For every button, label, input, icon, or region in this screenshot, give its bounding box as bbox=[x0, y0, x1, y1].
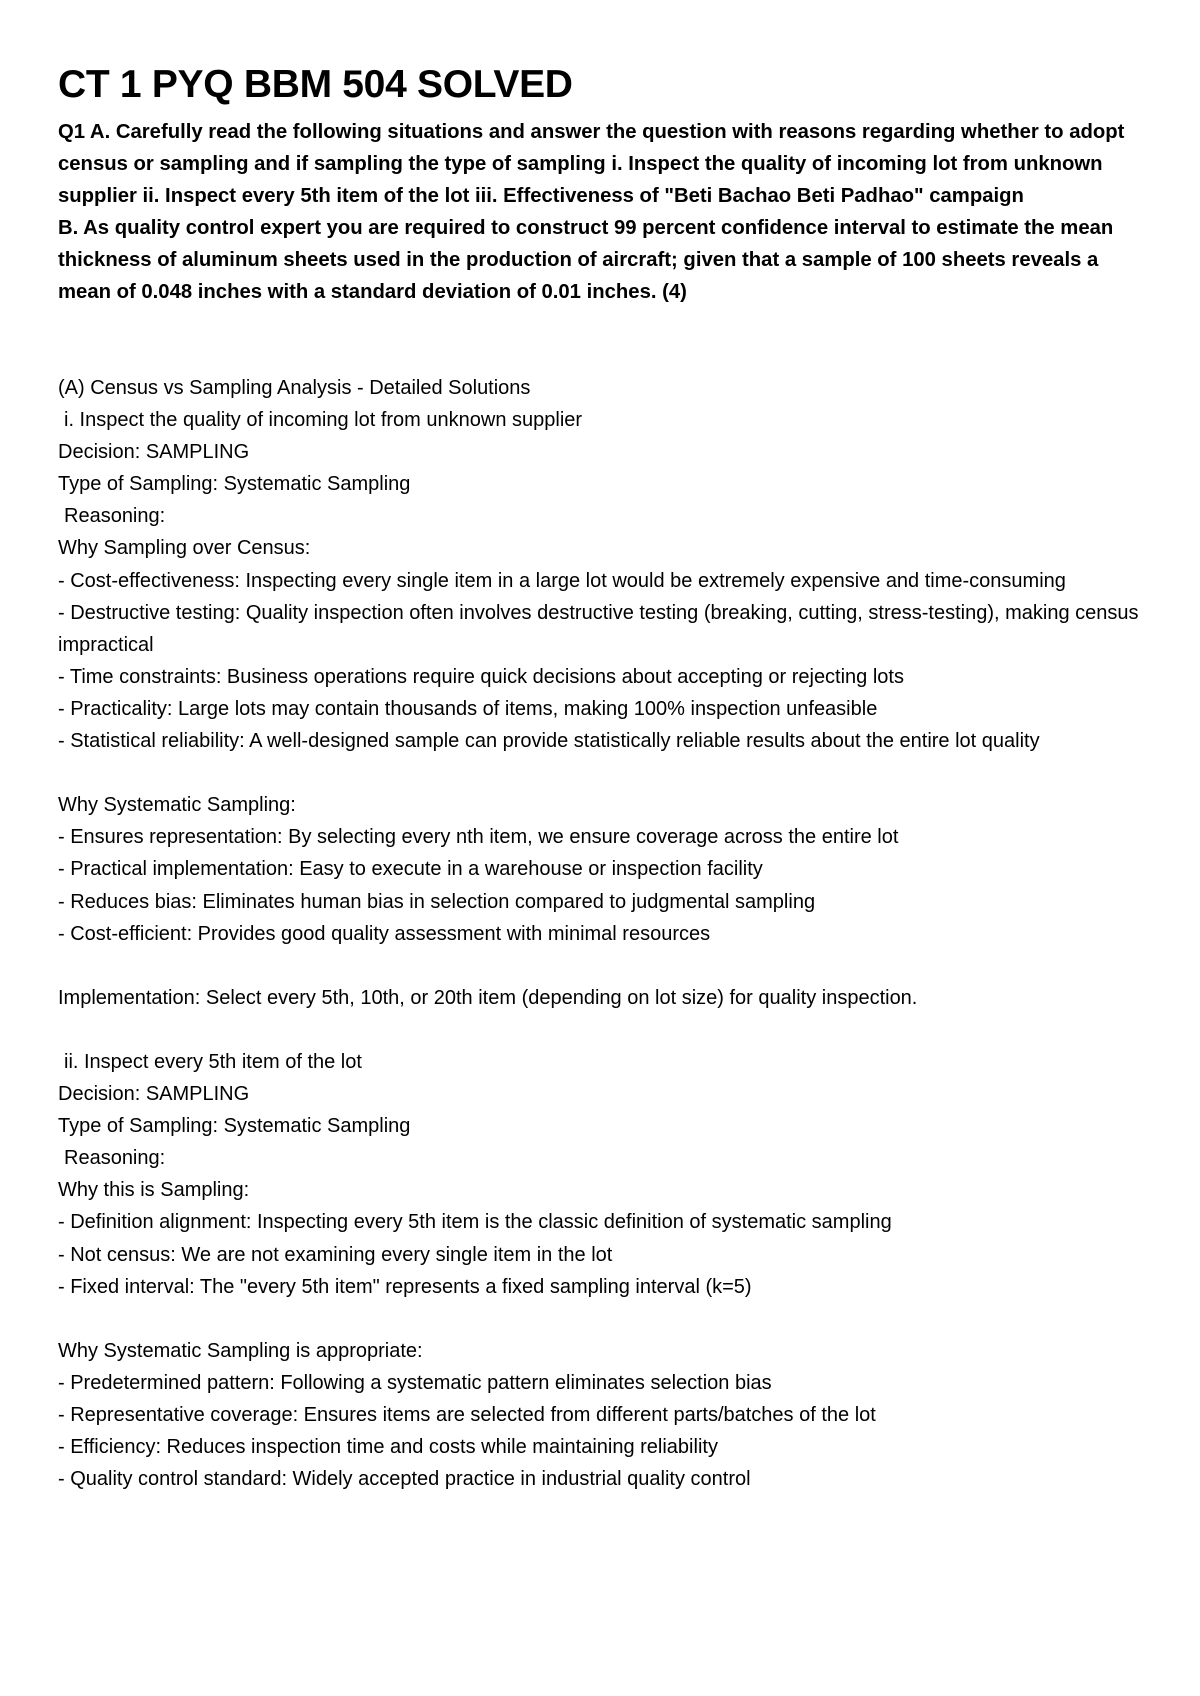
question-part-b: B. As quality control expert you are required to construct 99 percent confidence interval to estimate the mean thickness of aluminum sheets used in the production of aircraft; given that a sample of 100 sheets reveals a mean of 0.048 inches with a standard deviation of 0.01 inches. (4) bbox=[58, 217, 1114, 303]
list-item: - Destructive testing: Quality inspection often involves destructive testing (breaking, cutting, stress-testing), making census impractical bbox=[58, 601, 1145, 656]
solution-heading: (A) Census vs Sampling Analysis - Detailed Solutions bbox=[58, 377, 531, 399]
list-item: - Quality control standard: Widely accepted practice in industrial quality control bbox=[58, 1468, 751, 1491]
list-item: - Definition alignment: Inspecting every 5th item is the classic definition of systematic sampling bbox=[58, 1211, 892, 1234]
solution-block bbox=[58, 372, 1148, 1495]
list-item: - Practicality: Large lots may contain thousands of items, making 100% inspection unfeasible bbox=[58, 697, 878, 720]
list-item: - Predetermined pattern: Following a systematic pattern eliminates selection bias bbox=[58, 1371, 772, 1394]
list-item: - Practical implementation: Easy to execute in a warehouse or inspection facility bbox=[58, 858, 763, 881]
situation-1-why-sampling: Why Sampling over Census: bbox=[58, 537, 311, 560]
situation-1-decision: Decision: SAMPLING bbox=[58, 441, 250, 464]
situation-2-why-systematic: Why Systematic Sampling is appropriate: bbox=[58, 1339, 423, 1362]
situation-1-implementation: Implementation: Select every 5th, 10th, or 20th item (depending on lot size) for quality inspection. bbox=[58, 986, 918, 1009]
document-title: CT 1 PYQ BBM 504 SOLVED bbox=[58, 63, 573, 106]
question-block bbox=[58, 116, 1148, 308]
list-item: - Fixed interval: The "every 5th item" represents a fixed sampling interval (k=5) bbox=[58, 1275, 752, 1298]
list-item: - Reduces bias: Eliminates human bias in selection compared to judgmental sampling bbox=[58, 890, 816, 913]
list-item: - Statistical reliability: A well-designed sample can provide statistically reliable results about the entire lot quality bbox=[58, 730, 1040, 753]
document-page bbox=[58, 62, 1148, 1495]
list-item: - Time constraints: Business operations require quick decisions about accepting or rejecting lots bbox=[58, 665, 904, 688]
situation-1-reasoning: Reasoning: bbox=[64, 505, 166, 528]
situation-2-type: Type of Sampling: Systematic Sampling bbox=[58, 1115, 411, 1138]
situation-2-title: ii. Inspect every 5th item of the lot bbox=[64, 1050, 362, 1073]
situation-1-title: i. Inspect the quality of incoming lot from unknown supplier bbox=[64, 409, 583, 432]
list-item: - Not census: We are not examining every single item in the lot bbox=[58, 1243, 613, 1266]
list-item: - Representative coverage: Ensures items are selected from different parts/batches of the lot bbox=[58, 1404, 876, 1426]
list-item: - Efficiency: Reduces inspection time and costs while maintaining reliability bbox=[58, 1436, 718, 1459]
situation-2-decision: Decision: SAMPLING bbox=[58, 1083, 250, 1106]
situation-2-why-sampling: Why this is Sampling: bbox=[58, 1179, 250, 1202]
situation-1-type: Type of Sampling: Systematic Sampling bbox=[58, 473, 411, 496]
question-part-a: Q1 A. Carefully read the following situations and answer the question with reasons regarding whether to adopt census or sampling and if sampling the type of sampling i. Inspect the quality of incoming lot from unknown supplier ii. Inspect every 5th item of the lot iii. Effectiveness of "Beti Bachao Beti Padhao" campaign bbox=[58, 121, 1125, 207]
list-item: - Cost-efficient: Provides good quality assessment with minimal resources bbox=[58, 922, 711, 945]
list-item: - Ensures representation: By selecting every nth item, we ensure coverage across the entire lot bbox=[58, 826, 899, 849]
situation-2-reasoning: Reasoning: bbox=[64, 1147, 166, 1170]
situation-1-why-systematic: Why Systematic Sampling: bbox=[58, 794, 296, 817]
list-item: - Cost-effectiveness: Inspecting every single item in a large lot would be extremely expensive and time-consuming bbox=[58, 569, 1066, 592]
